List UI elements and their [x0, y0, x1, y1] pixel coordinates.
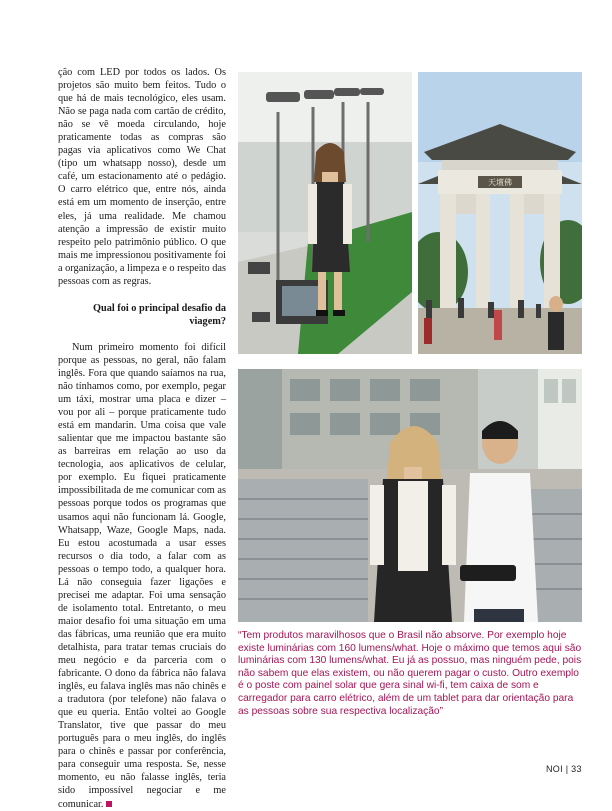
photo-caption-quote: “Tem produtos maravilhosos que o Brasil não absorve. Por exemplo hoje existe luminárias com 160 lumens/what. Hoje o máximo que temos aqui são luminárias com 130 lumens/what. Eu já as possuo, mas ninguém pede, pois não sabem que elas existem, ou não querem pagar o custo. Outro exemplo é o poste com painel solar que gera sinal wi-fi, tem caixa de som e carregador para carro elétrico, além de um tablet para dar orientação para as pessoas sobre sua respectiva localização” — [238, 630, 582, 717]
article-paragraph-2 — [58, 341, 226, 811]
article-paragraph-1: ção com LED por todos os lados. Os projetos são muito bem feitos. Tudo o que há de mais tecnológico, eles usam. Não se paga nada com cartão de crédito, não se vê moeda circulando, hoje praticamente todas as compras são pagas via aplicativos como We Chat (tipo um whatsapp nosso), desde um café, um estacionamento até o pedágio. O carro elétrico que, entre nós, ainda está em um momento de inserção, entre eles, já uma realidade. Me chamou atenção a impressão de existir muito respeito pelo patrimônio público. O que mais me impressionou positivamente foi a organização, a limpeza e o respeito das pessoas com as regras. — [58, 67, 226, 287]
page-footer: NOI | 33 — [546, 764, 582, 774]
article-paragraph-2-text: Num primeiro momento foi difícil porque as pessoas, no geral, não falam inglês. Fora que quando saíamos na rua, não tínhamos como, por exemplo, pegar um táxi, mostrar uma placa e dizer – vou por ali – porque praticamente tudo está em mandarin. Uma coisa que vale salientar que me impactou bastante são as barreiras em relação ao uso da tecnologia, aos aplicativos de celular, por exemplo. Eu fiquei praticamente impossibilitada de me comunicar com as pessoas porque todos os programas que usamos aqui não funcionam lá. Google, Whatsapp, Waze, Google Maps, nada. Eu estou acostumada a usar esses recursos o dia todo, a falar com as pessoas o tempo todo, a qualquer hora. Lá não conseguia fazer ligações e precisei me adaptar. Foi uma sensação de isolamento total. Entretanto, o meu maior desafio foi uma situação em uma das fábricas, uma reunião que era muito detalhista, para tratar temas cruciais do meu negócio e da parceria com o fabricante. O dono da fábrica não falava inglês, eu falava inglês mas não chinês e a tradutora (por telefone) não falava o que eu queria. Então voltei ao Google Translator, tive que passar do meu português para o meu inglês, do inglês para o chinês e passar por conferência, para conseguir uma resposta. Se, nesse momento, eu não falasse inglês, teria sido impossível negociar e me comunicar. — [58, 341, 226, 810]
photo-factory-image — [238, 369, 582, 622]
photo-factory — [238, 369, 582, 622]
end-mark-icon — [106, 801, 112, 807]
article-column — [58, 66, 226, 811]
photo-temple-gate — [418, 72, 582, 354]
interview-question: Qual foi o principal desafio da viagem? — [92, 302, 226, 327]
gate-sign-text: 天壇佛 — [488, 178, 512, 187]
photo-temple-gate-image — [418, 72, 582, 354]
photo-showroom-image — [238, 72, 412, 354]
photo-showroom — [238, 72, 412, 354]
